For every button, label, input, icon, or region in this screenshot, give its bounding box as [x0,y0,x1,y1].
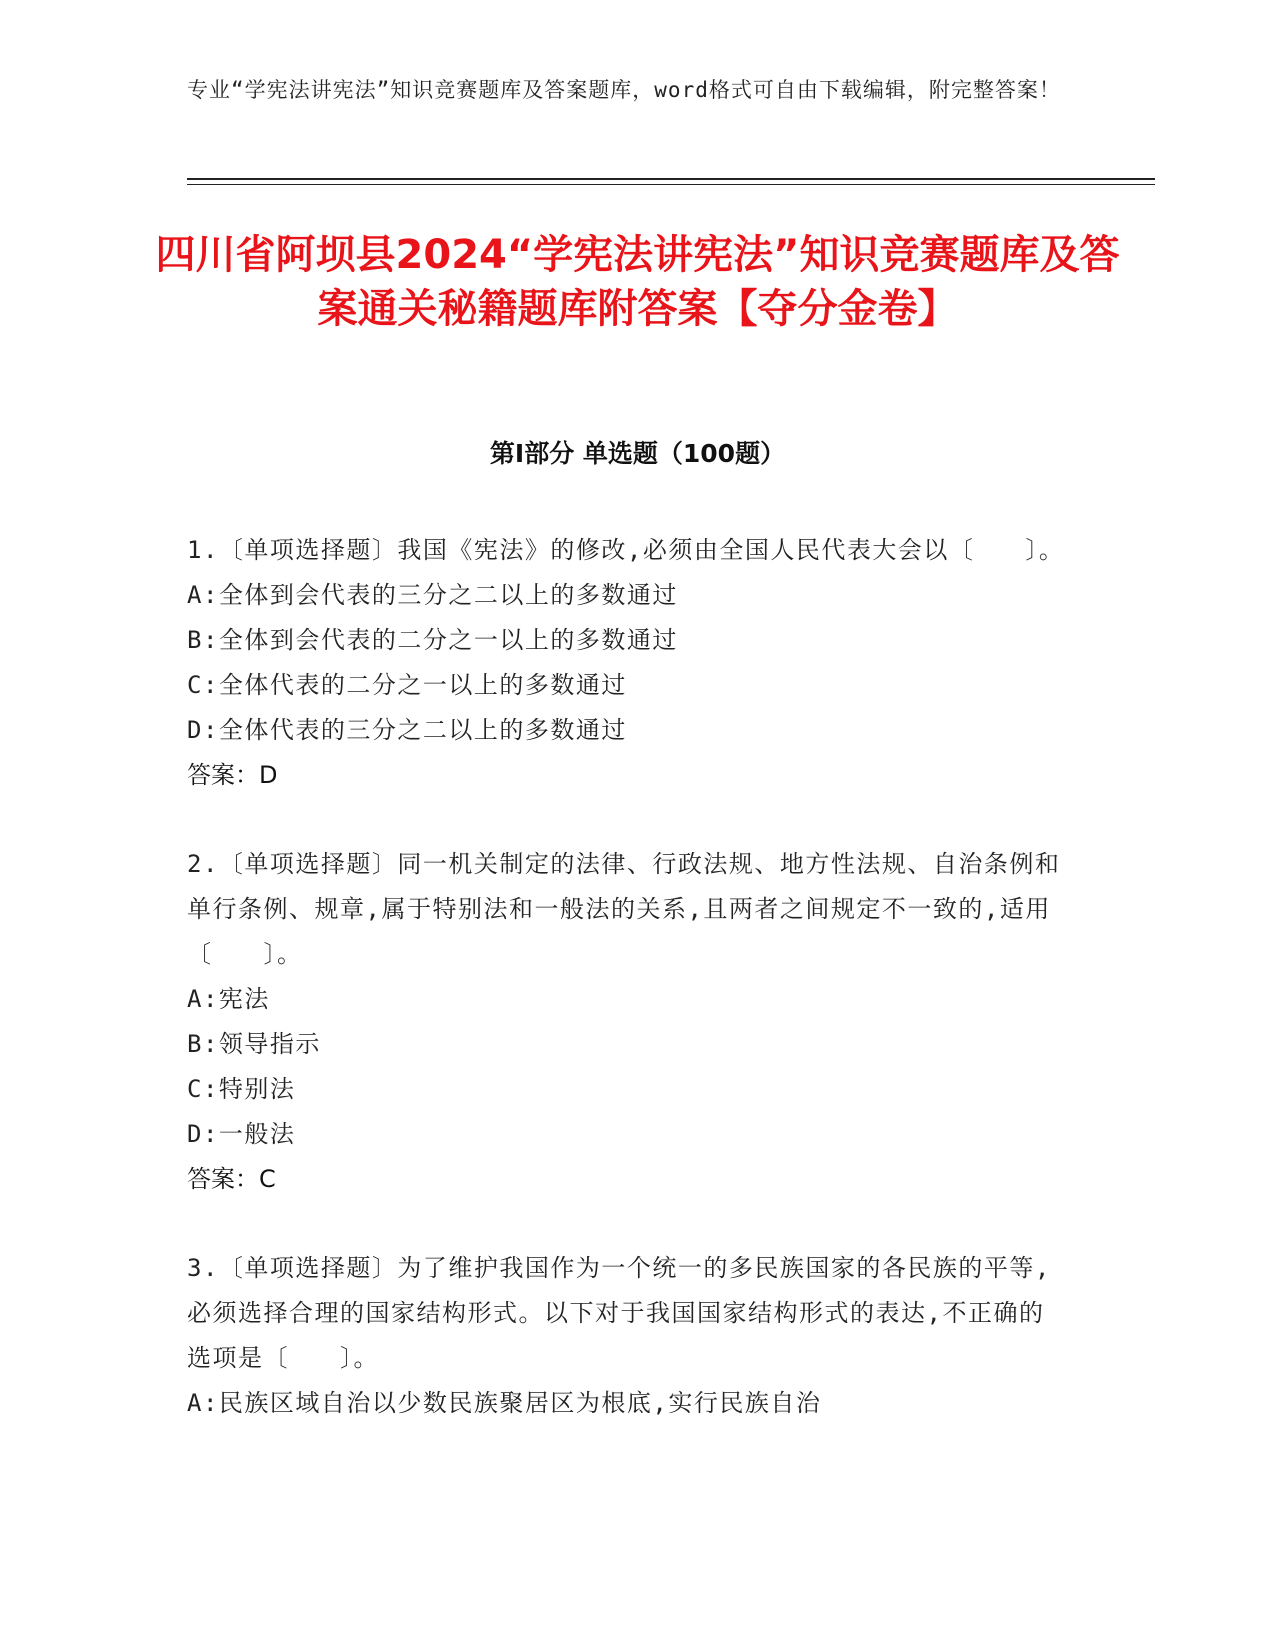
document-title: 四川省阿坝县2024“学宪法讲宪法”知识竞赛题库及答案通关秘籍题库附答案【夺分金卷】 [155,232,1120,332]
question-stem: 3.〔单项选择题〕为了维护我国作为一个统一的多民族国家的各民族的平等,必须选择合理的国家结构形式。以下对于我国国家结构形式的表达,不正确的选项是〔 〕。 [187,1254,1051,1372]
option-c [187,663,1067,708]
option-b [187,1022,1067,1067]
option-key: D: [187,1120,219,1148]
header-divider-thick [187,178,1155,180]
option-a [187,977,1067,1022]
question-list [187,528,1067,1470]
option-text: 领导指示 [218,1030,321,1058]
option-text: 全体到会代表的二分之一以上的多数通过 [218,626,678,654]
option-key: C: [187,671,219,699]
option-key: A: [187,581,219,609]
option-key: D: [187,716,219,744]
option-b [187,618,1067,663]
option-text: 特别法 [218,1075,296,1103]
option-text: 全体代表的三分之二以上的多数通过 [218,716,627,744]
question-item [187,1246,1067,1426]
option-a [187,573,1067,618]
option-key: A: [187,1389,219,1417]
option-a [187,1381,1067,1426]
option-key: B: [187,1030,219,1058]
header-note: 专业“学宪法讲宪法”知识竞赛题库及答案题库，word格式可自由下载编辑，附完整答案！ [187,78,1061,102]
question-item [187,842,1067,1202]
option-key: B: [187,626,219,654]
option-d [187,708,1067,753]
question-stem: 1.〔单项选择题〕我国《宪法》的修改,必须由全国人民代表大会以〔 〕。 [187,536,1065,564]
option-c [187,1067,1067,1112]
option-key: C: [187,1075,219,1103]
answer-line: 答案：D [187,761,278,789]
question-item [187,528,1067,798]
option-text: 一般法 [218,1120,296,1148]
part-heading: 第Ⅰ部分 单选题（100题） [489,439,786,468]
option-text: 民族区域自治以少数民族聚居区为根底,实行民族自治 [218,1389,822,1417]
option-text: 全体到会代表的三分之二以上的多数通过 [218,581,678,609]
question-stem: 2.〔单项选择题〕同一机关制定的法律、行政法规、地方性法规、自治条例和单行条例、规章,属于特别法和一般法的关系,且两者之间规定不一致的,适用〔 〕。 [187,850,1061,968]
option-text: 宪法 [218,985,270,1013]
option-text: 全体代表的二分之一以上的多数通过 [218,671,627,699]
header-divider-thin [187,184,1155,185]
answer-line: 答案：C [187,1165,276,1193]
option-d [187,1112,1067,1157]
option-key: A: [187,985,219,1013]
